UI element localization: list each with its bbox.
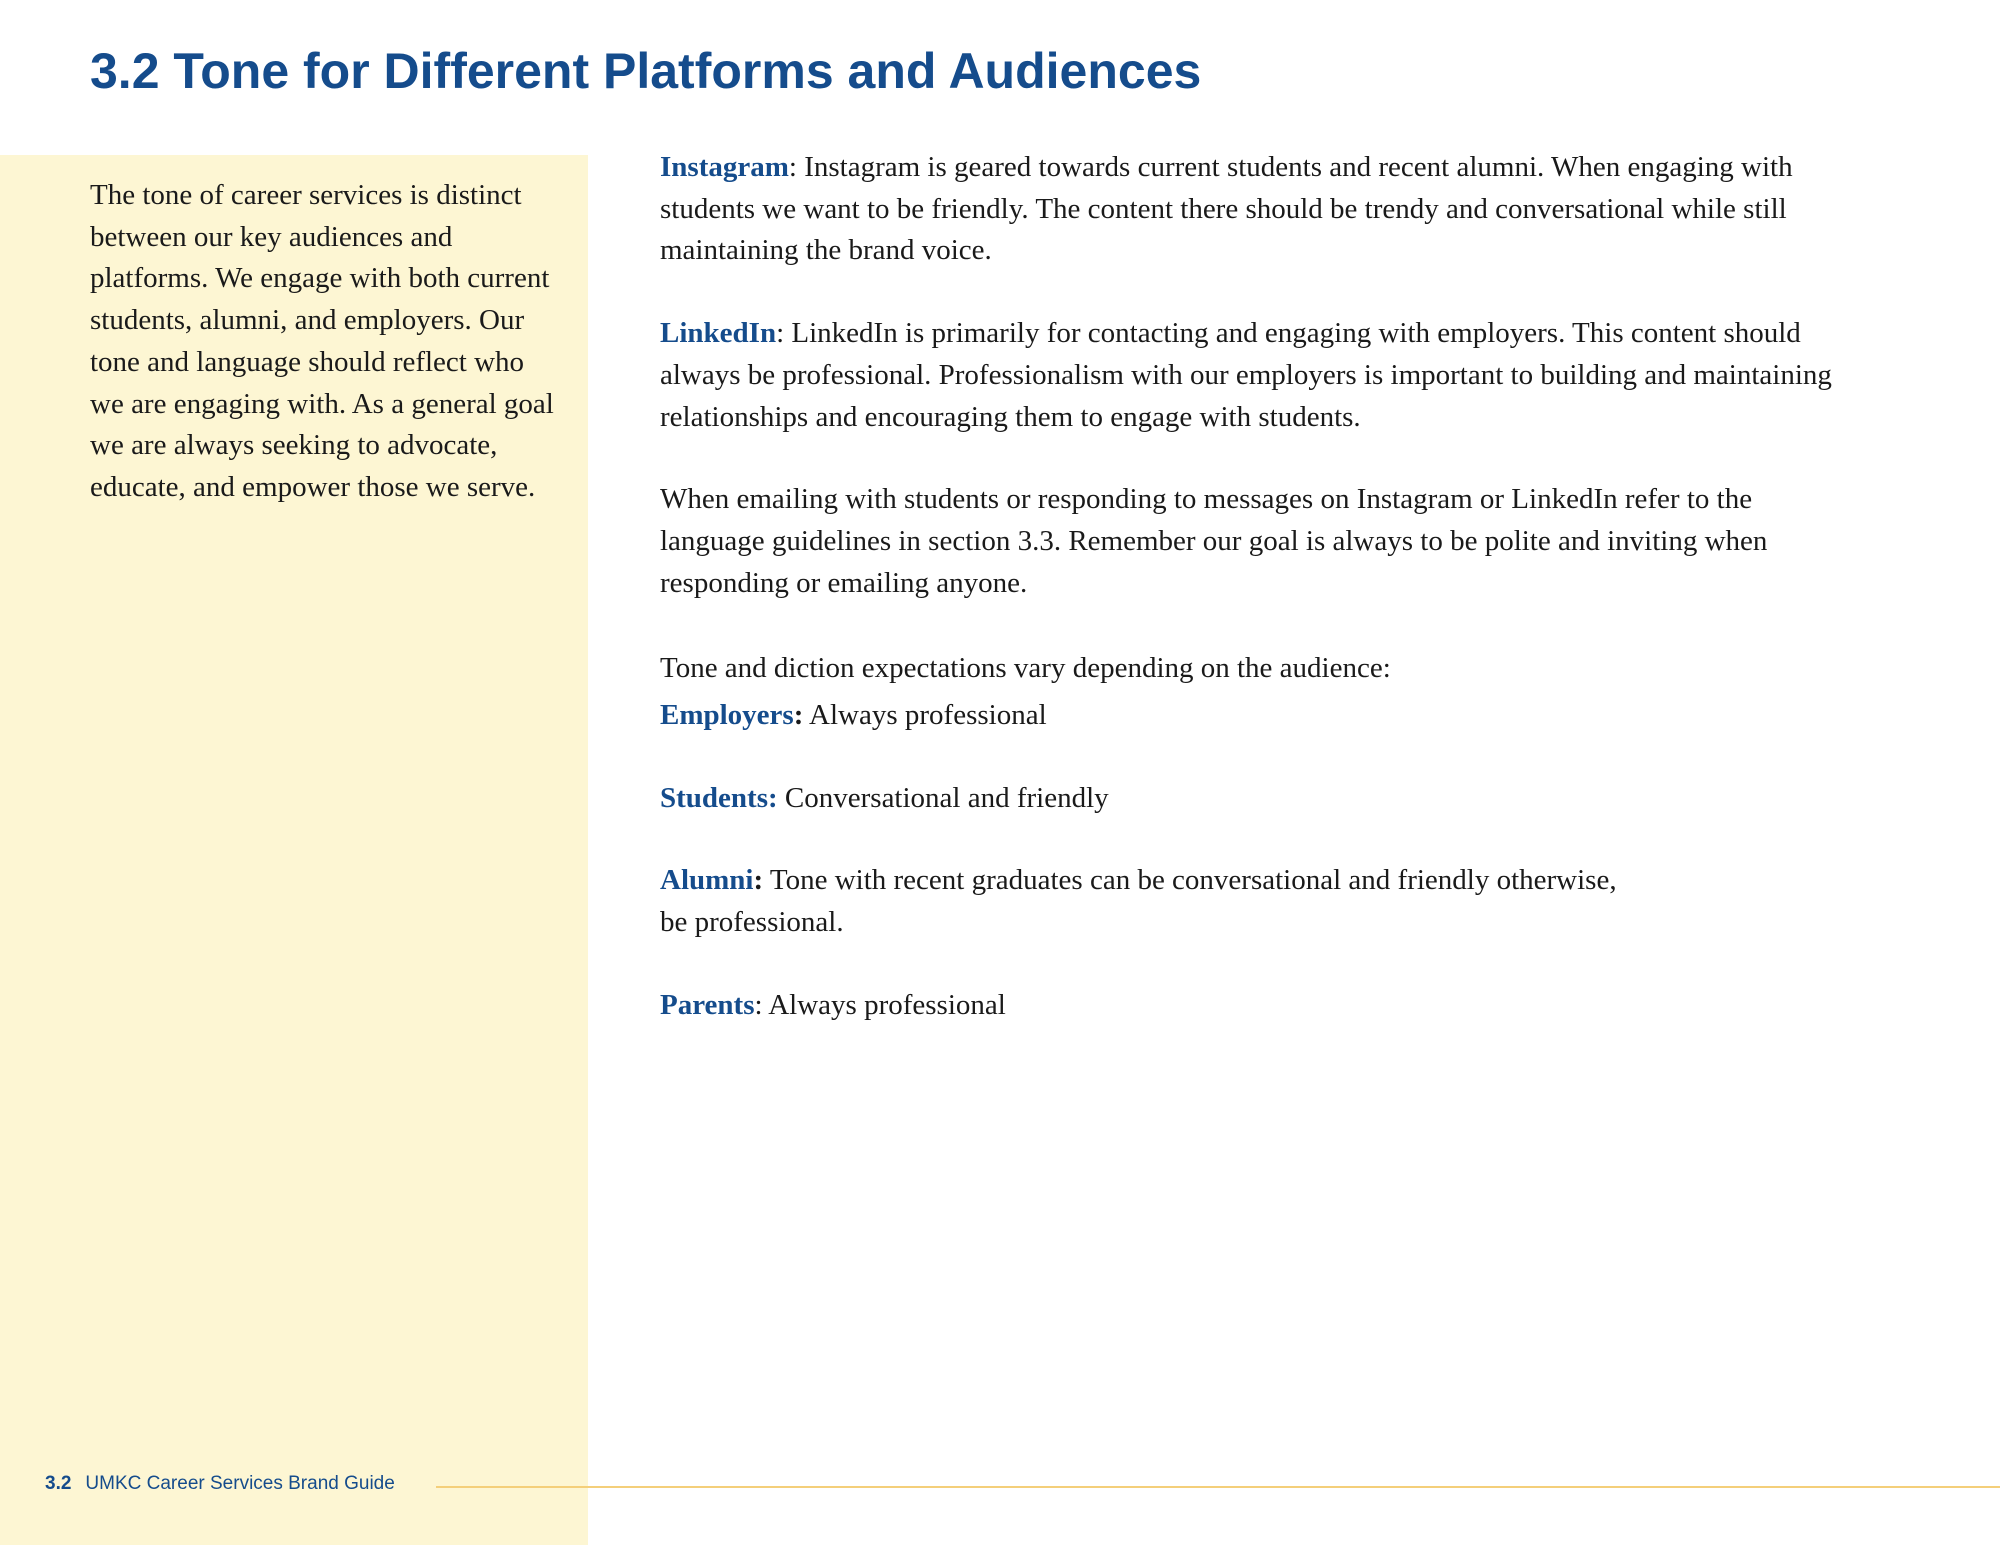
linkedin-paragraph <box>660 313 1840 438</box>
page-footer <box>45 1472 395 1496</box>
audience-alumni <box>660 860 1840 943</box>
audience-parents <box>660 985 1840 1027</box>
employers-text: Always professional <box>803 699 1047 732</box>
audience-employers <box>660 695 1840 737</box>
students-label: Students: <box>660 781 778 814</box>
alumni-text-line1: Tone with recent graduates can be conversational and friendly otherwise, <box>763 864 1617 897</box>
main-content <box>660 147 1840 1027</box>
alumni-colon: : <box>753 864 764 897</box>
employers-label: Employers <box>660 699 794 732</box>
students-text: Conversational and friendly <box>777 781 1109 814</box>
sidebar-intro-text: The tone of career services is distinct between our key audiences and platforms. We engage with both current students, alumni, and employers. Our tone and language should reflect who we are engaging with. As a general goal we are always seeking to advocate, educate, and empower those we serve. <box>90 179 554 503</box>
footer-section-number: 3.2 <box>45 1473 72 1494</box>
linkedin-text: LinkedIn is primarily for contacting and engaging with employers. This content should always be professional. Professionalism with our employers is important to building and maintaining relationships and encouraging them to engage with students. <box>660 317 1832 433</box>
instagram-text: Instagram is geared towards current students and recent alumni. When engaging with students we want to be friendly. The content there should be trendy and conversational while still maintaining the brand voice. <box>660 151 1793 267</box>
audience-students <box>660 778 1840 820</box>
parents-label: Parents <box>660 988 755 1021</box>
employers-colon: : <box>793 699 804 732</box>
footer-guide-title: UMKC Career Services Brand Guide <box>85 1473 395 1494</box>
linkedin-colon: : <box>776 317 785 350</box>
alumni-text-line2: be professional. <box>660 906 844 939</box>
footer-divider <box>436 1486 2000 1488</box>
linkedin-label: LinkedIn <box>660 317 777 350</box>
instagram-label: Instagram <box>660 151 789 183</box>
page-title: 3.2 Tone for Different Platforms and Audiences <box>90 43 1202 99</box>
parents-colon: : <box>754 988 763 1021</box>
audience-list <box>660 695 1840 1027</box>
instagram-paragraph <box>660 147 1840 272</box>
audience-intro: Tone and diction expectations vary depending on the audience: <box>660 652 1391 685</box>
parents-text: Always professional <box>762 988 1006 1021</box>
instagram-colon: : <box>788 151 797 183</box>
email-note-paragraph: When emailing with students or responding to messages on Instagram or LinkedIn refer to the language guidelines in section 3.3. Remember our goal is always to be polite and inviting when responding or emailing anyone. <box>660 483 1768 599</box>
alumni-label: Alumni <box>660 864 754 897</box>
